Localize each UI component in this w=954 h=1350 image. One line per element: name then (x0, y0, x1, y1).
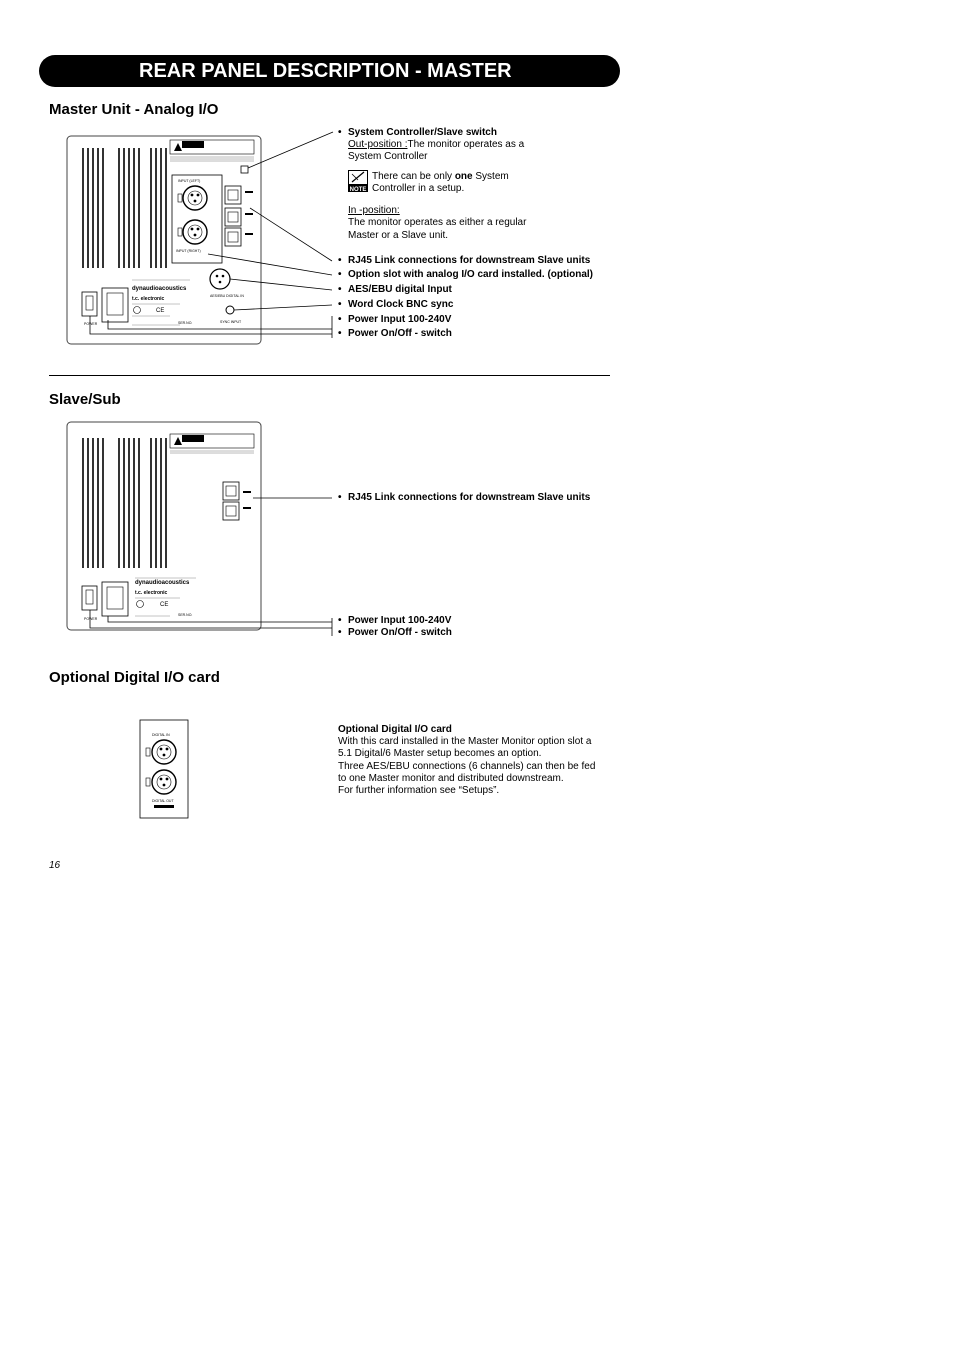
digital-out-label: DIGITAL OUT (152, 799, 174, 803)
svg-text:INPUT (RIGHT): INPUT (RIGHT) (176, 249, 201, 253)
digital-line-4: to one Master monitor and distributed downstream. (338, 773, 564, 784)
digital-line-2: 5.1 Digital/6 Master setup becomes an option. (338, 748, 542, 759)
slave-power-label: POWER (84, 617, 98, 621)
note-icon (348, 170, 368, 192)
master-heading: Master Unit - Analog I/O (49, 101, 219, 118)
aes-label: AES/EBU DIGITAL IN (210, 294, 244, 298)
master-panel-drawing (60, 130, 350, 350)
svg-text:NOTE: NOTE (349, 187, 367, 192)
switch-in-text-2: Master or a Slave unit. (348, 230, 449, 241)
digital-heading: Optional Digital I/O card (49, 669, 220, 686)
slave-callout-power-input: • Power Input 100-240V (338, 615, 451, 627)
digital-in-label: DIGITAL IN (152, 733, 170, 737)
callout-rj45: • RJ45 Link connections for downstream Slave units (338, 255, 590, 267)
switch-out-position: Out-position :The monitor operates as a (348, 139, 525, 150)
switch-in-text-1: The monitor operates as either a regular (348, 217, 527, 228)
digital-card-drawing (138, 718, 192, 822)
svg-text:INPUT (LEFT): INPUT (LEFT) (178, 179, 201, 183)
digital-line-1: With this card installed in the Master Monitor option slot a (338, 736, 592, 747)
page-banner: REAR PANEL DESCRIPTION - MASTER (39, 55, 620, 87)
page-number: 16 (49, 860, 61, 871)
digital-line-5: For further information see “Setups”. (338, 785, 500, 796)
section-divider (49, 375, 610, 376)
slave-brand-logo-2: t.c. electronic (135, 590, 168, 596)
power-label: POWER (84, 322, 98, 326)
callout-option-slot: • Option slot with analog I/O card installed. (optional) (338, 269, 593, 281)
callout-power-switch: • Power On/Off - switch (338, 328, 452, 340)
sync-label: SYNC INPUT (220, 320, 242, 324)
digital-title: Optional Digital I/O card (338, 724, 452, 735)
svg-text:SER.NO.: SER.NO. (178, 321, 193, 325)
digital-line-3: Three AES/EBU connections (6 channels) can then be fed (338, 761, 596, 772)
brand-logo: dynaudioacoustics (132, 286, 187, 292)
note-text: There can be only one System (372, 171, 509, 182)
callout-wordclock: • Word Clock BNC sync (338, 299, 453, 311)
callout-aes: • AES/EBU digital Input (338, 284, 452, 296)
brand-logo-2: t.c. electronic (132, 296, 165, 302)
slave-callout-rj45: • RJ45 Link connections for downstream Slave units (338, 492, 590, 504)
note-text-2: Controller in a setup. (372, 183, 465, 194)
callout-power-input: • Power Input 100-240V (338, 314, 451, 326)
svg-text:SER.NO.: SER.NO. (178, 613, 193, 617)
switch-out-position-2: System Controller (348, 151, 428, 162)
switch-title: • System Controller/Slave switch (338, 127, 497, 139)
slave-brand-logo: dynaudioacoustics (135, 580, 190, 586)
svg-text:CE: CE (156, 308, 165, 314)
slave-heading: Slave/Sub (49, 391, 121, 408)
svg-text:CE: CE (160, 602, 169, 608)
slave-panel-drawing (60, 418, 350, 640)
slave-callout-power-switch: • Power On/Off - switch (338, 627, 452, 639)
switch-in-position: In -position: (348, 205, 400, 216)
